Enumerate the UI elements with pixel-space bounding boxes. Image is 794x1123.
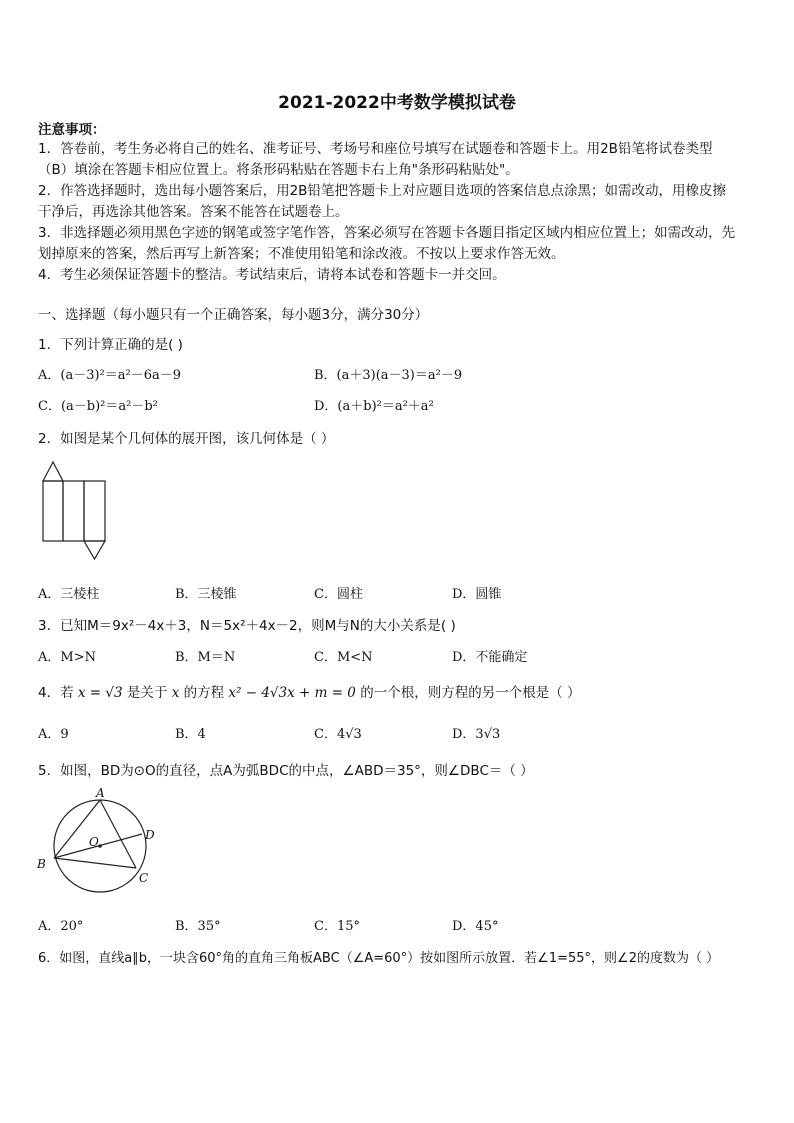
- q4-option-d: D．3√3: [452, 727, 501, 742]
- q1-option-b: B．(a＋3)(a－3)＝a²－9: [314, 368, 463, 383]
- notice-line-4: 干净后，再选涂其他答案。答案不能答在试题卷上。: [38, 204, 349, 220]
- q5-option-d: D．45°: [452, 919, 499, 934]
- label-o: O: [89, 835, 99, 849]
- notice-line-7: 4．考生必须保证答题卡的整洁。考试结束后，请将本试卷和答题卡一并交回。: [38, 267, 506, 283]
- notice-line-2: （B）填涂在答题卡相应位置上。将条形码粘贴在答题卡右上角"条形码粘贴处"。: [38, 162, 519, 178]
- notice-line-3: 2．作答选择题时，选出每小题答案后，用2B铅笔把答题卡上对应题目选项的答案信息点涂黑；如需改动，用橡皮擦: [38, 183, 726, 199]
- q3-option-c: C．M<N: [314, 650, 373, 665]
- q4-option-c: C．4√3: [314, 727, 362, 742]
- q2-option-c: C．圆柱: [314, 587, 363, 602]
- notice-line-5: 3．非选择题必须用黑色字迹的钢笔或签字笔作答，答案必须写在答题卡各题目指定区域内相应位置上；如需改动，先: [38, 225, 736, 241]
- section-heading: 一、选择题（每小题只有一个正确答案，每小题3分，满分30分）: [38, 307, 429, 323]
- q3-option-b: B．M＝N: [175, 650, 236, 665]
- q4-option-b: B．4: [175, 727, 206, 742]
- chord-bc: [54, 858, 136, 868]
- label-d: D: [145, 828, 155, 842]
- q4-stem-pre: 4．若: [38, 685, 74, 701]
- q1-option-d: D．(a＋b)²＝a²＋a²: [314, 399, 434, 414]
- q2-option-d: D．圆锥: [452, 587, 502, 602]
- notice-line-6: 划掉原来的答案，然后再写上新答案；不准使用铅笔和涂改液。不按以上要求作答无效。: [38, 246, 565, 262]
- q4-stem-post: 的一个根，则方程的另一个根是（ ）: [360, 685, 581, 701]
- q5-option-b: B．35°: [175, 919, 221, 934]
- chord-ac: [100, 800, 136, 868]
- label-a: A: [96, 786, 105, 800]
- q6-stem: 6．如图，直线a∥b，一块含60°角的直角三角板ABC（∠A=60°）按如图所示放置．若∠1=55°，则∠2的度数为（ ）: [38, 951, 720, 966]
- q3-option-d: D．不能确定: [452, 650, 528, 665]
- exam-title: 2021-2022中考数学模拟试卷: [278, 93, 516, 113]
- q3-option-a: A．M>N: [38, 650, 96, 665]
- q1-option-a: A．(a－3)²＝a²－6a－9: [38, 368, 182, 383]
- q2-option-a: A．三棱柱: [38, 587, 100, 602]
- prism-net-figure: [40, 460, 110, 562]
- q1-option-c: C．(a－b)²＝a²－b²: [38, 399, 158, 414]
- q4-equation: x² − 4√3x + m = 0: [228, 685, 356, 701]
- q5-option-a: A．20°: [38, 919, 84, 934]
- label-c: C: [139, 871, 149, 885]
- q4-stem-mid: 是关于: [126, 685, 168, 701]
- q1-stem: 1．下列计算正确的是( ): [38, 337, 183, 353]
- q4-variable: x: [171, 685, 180, 701]
- q5-stem: 5．如图，BD为⊙O的直径，点A为弧BDC的中点，∠ABD＝35°，则∠DBC＝（ ）: [38, 763, 534, 779]
- q4-stem: [38, 681, 581, 701]
- q4-stem-mid2: 的方程: [183, 685, 225, 701]
- q3-stem: 3．已知M＝9x²－4x＋3，N＝5x²＋4x－2，则M与N的大小关系是( ): [38, 618, 456, 634]
- q2-option-b: B．三棱锥: [175, 587, 237, 602]
- q5-option-c: C．15°: [314, 919, 360, 934]
- chord-ba: [54, 800, 100, 858]
- q4-root-expression: x = √3: [77, 685, 123, 701]
- label-b: B: [37, 857, 46, 871]
- q2-stem: 2．如图是某个几何体的展开图，该几何体是（ ）: [38, 431, 335, 447]
- q4-option-a: A．9: [38, 727, 69, 742]
- circle-figure: [34, 784, 164, 894]
- notice-heading: 注意事项：: [38, 122, 106, 138]
- notice-line-1: 1．答卷前，考生务必将自己的姓名、准考证号、考场号和座位号填写在试题卷和答题卡上。用2B铅笔将试卷类型: [38, 141, 713, 157]
